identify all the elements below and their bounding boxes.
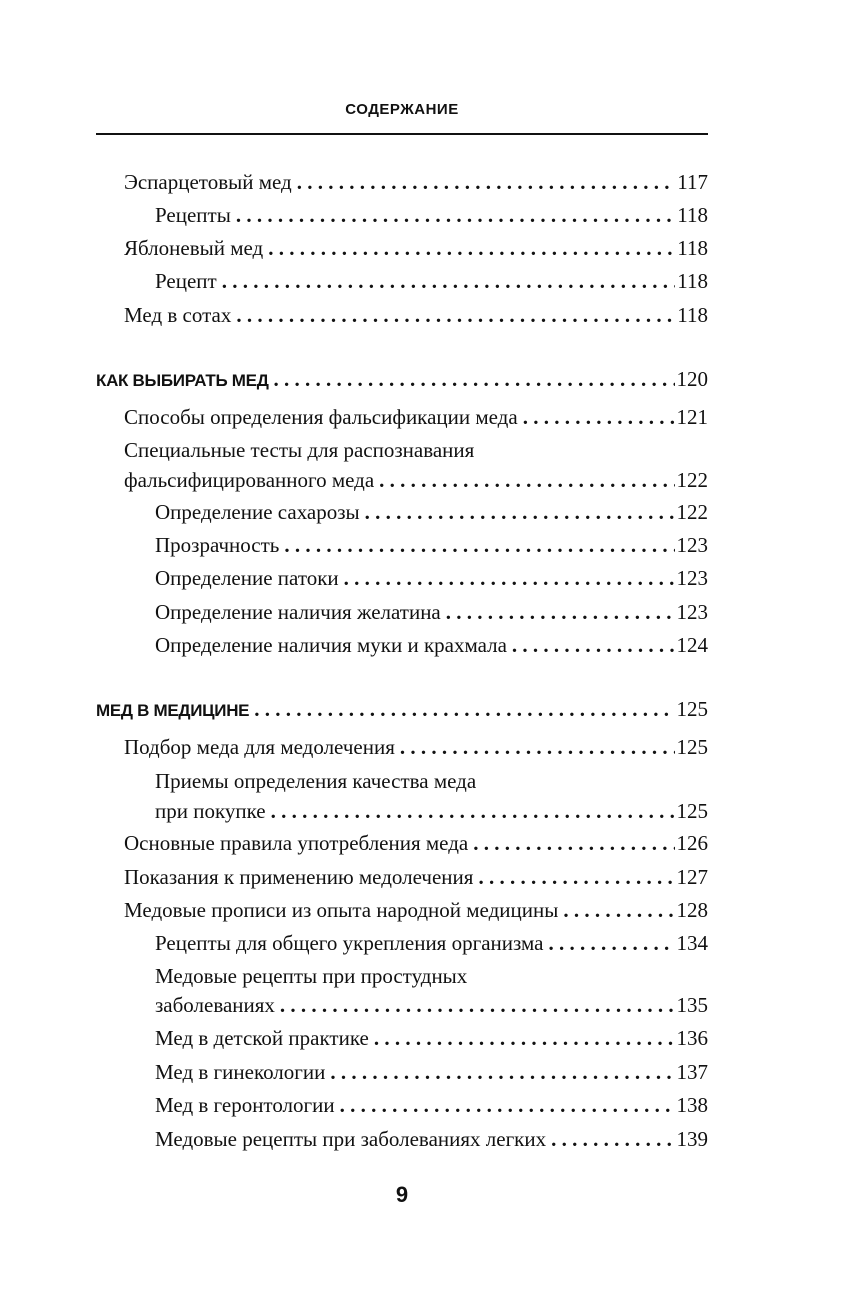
- toc-section[interactable]: [96, 366, 708, 394]
- toc-entry[interactable]: [155, 1092, 708, 1118]
- toc-entry-page: 136: [676, 1026, 708, 1050]
- dot-leader: [473, 830, 674, 856]
- dot-leader: [344, 565, 675, 591]
- toc-entry-title: Рецепты: [155, 203, 231, 227]
- dot-leader: [446, 599, 675, 625]
- toc-entry-title: Рецепты для общего укрепления организма: [155, 931, 544, 955]
- toc-section-title: МЕД В МЕДИЦИНЕ: [96, 701, 250, 720]
- toc-entry-title: при покупке: [155, 799, 266, 823]
- dot-leader: [548, 930, 674, 956]
- toc-entry[interactable]: [124, 235, 708, 261]
- toc-entry[interactable]: [124, 830, 708, 856]
- toc-entry-title: Мед в геронтологии: [155, 1093, 335, 1117]
- toc-entry[interactable]: [155, 599, 708, 625]
- toc-entry-title: Определение патоки: [155, 566, 339, 590]
- toc-entry-title: Определение наличия муки и крахмала: [155, 633, 507, 657]
- toc-section[interactable]: [96, 696, 708, 724]
- toc-entry-title-line: Медовые рецепты при простудных: [155, 964, 468, 988]
- page-number: 9: [395, 1182, 409, 1207]
- toc-entry[interactable]: [155, 202, 708, 228]
- dot-leader: [222, 268, 676, 294]
- toc-entry-title: Способы определения фальсификации меда: [124, 405, 518, 429]
- toc-entry-title: фальсифицированного меда: [124, 468, 375, 492]
- toc-entry-title: Медовые рецепты при заболеваниях легких: [155, 1127, 547, 1151]
- toc-entry-page: 137: [676, 1060, 708, 1084]
- dot-leader: [512, 632, 675, 658]
- toc-entry-title-line: Приемы определения качества меда: [155, 769, 477, 793]
- toc-entry-page: 122: [676, 500, 708, 524]
- toc-entry[interactable]: [124, 302, 708, 328]
- toc-entry-page: 117: [677, 170, 708, 194]
- toc-entry[interactable]: [155, 1059, 708, 1085]
- toc-entry-page: 123: [676, 533, 708, 557]
- toc-entry-title: Мед в сотах: [124, 303, 232, 327]
- dot-leader: [280, 992, 675, 1018]
- toc-entry-page: 122: [676, 468, 708, 492]
- toc-entry[interactable]: [124, 897, 708, 923]
- toc-entry-title: Медовые прописи из опыта народной медицины: [124, 898, 559, 922]
- toc-entry-page: 128: [676, 898, 708, 922]
- toc-entry[interactable]: [155, 268, 708, 294]
- toc-entry-page: 118: [677, 203, 708, 227]
- toc-entry-page: 134: [676, 931, 708, 955]
- dot-leader: [271, 798, 675, 824]
- toc-entry-page: 124: [676, 633, 708, 657]
- toc-entry-page: 139: [676, 1127, 708, 1151]
- toc-entry-title: Мед в детской практике: [155, 1026, 369, 1050]
- running-head: СОДЕРЖАНИЕ: [345, 101, 459, 118]
- toc-entry-page: 125: [676, 799, 708, 823]
- toc-entry-page: 135: [676, 993, 708, 1017]
- dot-leader: [374, 1025, 675, 1051]
- dot-leader: [330, 1059, 674, 1085]
- toc-entry-title: Яблоневый мед: [124, 236, 264, 260]
- toc-entry-page: 123: [676, 600, 708, 624]
- toc-entry-title: заболеваниях: [155, 993, 275, 1017]
- dot-leader: [268, 235, 675, 261]
- dot-leader: [284, 532, 674, 558]
- toc-section-title: КАК ВЫБИРАТЬ МЕД: [96, 371, 269, 390]
- toc-entry-title: Основные правила употребления меда: [124, 831, 469, 855]
- dot-leader: [297, 169, 676, 195]
- toc-entry[interactable]: [155, 798, 708, 824]
- toc-entry-title: Подбор меда для медолечения: [124, 735, 395, 759]
- toc-entry[interactable]: [124, 404, 708, 430]
- toc-entry-title: Определение сахарозы: [155, 500, 360, 524]
- toc-entry-title: Показания к применению медолечения: [124, 865, 474, 889]
- dot-leader: [365, 499, 675, 525]
- toc-entry-page: 118: [677, 236, 708, 260]
- dot-leader: [274, 366, 675, 392]
- toc-entry-page: 125: [676, 697, 708, 721]
- toc-entry-title: Мед в гинекологии: [155, 1060, 326, 1084]
- toc-entry-title-line: Специальные тесты для распознавания: [124, 438, 475, 462]
- dot-leader: [400, 734, 675, 760]
- toc-entry-page: 125: [676, 735, 708, 759]
- toc-entry[interactable]: [155, 632, 708, 658]
- dot-leader: [254, 696, 674, 722]
- toc-entry[interactable]: [155, 992, 708, 1018]
- toc-entry-page: 118: [677, 303, 708, 327]
- toc-entry[interactable]: [124, 467, 708, 493]
- toc-entry[interactable]: [155, 1025, 708, 1051]
- toc-entry[interactable]: [155, 499, 708, 525]
- toc-entry[interactable]: [124, 864, 708, 890]
- dot-leader: [236, 202, 675, 228]
- toc-entry-title: Рецепт: [155, 269, 217, 293]
- toc-entry-page: 121: [676, 405, 708, 429]
- toc-entry[interactable]: [124, 734, 708, 760]
- toc-entry-page: 126: [676, 831, 708, 855]
- dot-leader: [551, 1126, 674, 1152]
- toc-entry-page: 118: [677, 269, 708, 293]
- toc-entry-page: 127: [676, 865, 708, 889]
- dot-leader: [563, 897, 674, 923]
- toc-entry[interactable]: [155, 532, 708, 558]
- toc-entry[interactable]: [124, 169, 708, 195]
- toc-entry-page: 123: [676, 566, 708, 590]
- toc-entry[interactable]: [155, 930, 708, 956]
- dot-leader: [523, 404, 675, 430]
- toc-entry-title: Определение наличия желатина: [155, 600, 441, 624]
- dot-leader: [379, 467, 674, 493]
- toc-entry[interactable]: [155, 565, 708, 591]
- toc-entry-title: Эспарцетовый мед: [124, 170, 292, 194]
- toc-entry-page: 138: [676, 1093, 708, 1117]
- toc-entry[interactable]: [155, 1126, 708, 1152]
- dot-leader: [236, 302, 675, 328]
- dot-leader: [478, 864, 674, 890]
- toc-entry-page: 120: [676, 367, 708, 391]
- toc-entry-title: Прозрачность: [155, 533, 280, 557]
- dot-leader: [340, 1092, 675, 1118]
